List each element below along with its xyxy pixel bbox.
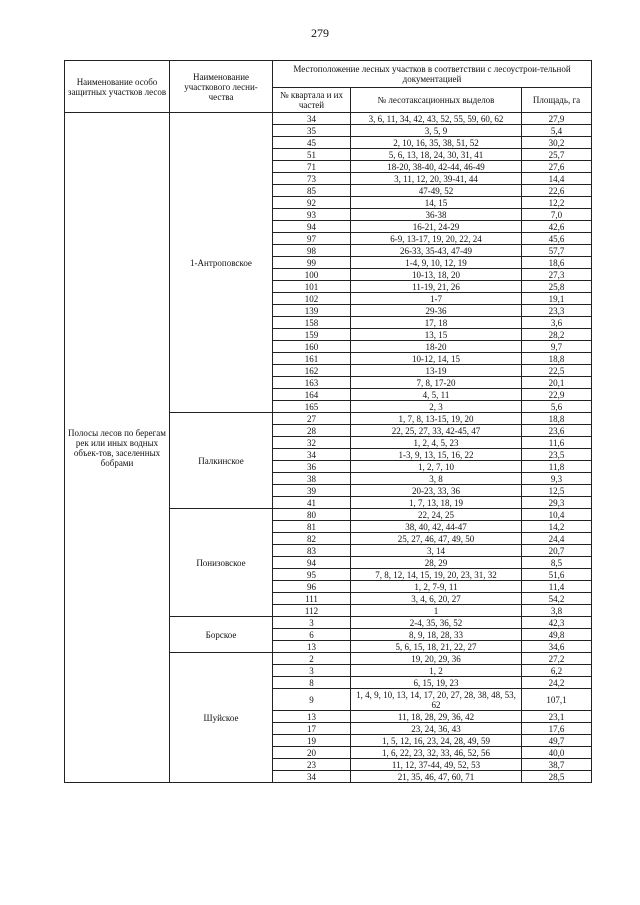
area-cell: 5,6: [522, 401, 592, 413]
quarter-cell: 34: [273, 449, 351, 461]
allotments-cell: 38, 40, 42, 44-47: [351, 521, 522, 533]
quarter-cell: 39: [273, 485, 351, 497]
allotments-cell: 3, 14: [351, 545, 522, 557]
quarter-cell: 163: [273, 377, 351, 389]
header-quarter: № квартала и их частей: [273, 88, 351, 113]
area-cell: 20,1: [522, 377, 592, 389]
allotments-cell: 21, 35, 46, 47, 60, 71: [351, 771, 522, 783]
quarter-cell: 2: [273, 653, 351, 665]
area-cell: 107,1: [522, 689, 592, 711]
quarter-cell: 162: [273, 365, 351, 377]
quarter-cell: 13: [273, 711, 351, 723]
quarter-cell: 81: [273, 521, 351, 533]
quarter-cell: 93: [273, 209, 351, 221]
allotments-cell: 22, 24, 25: [351, 509, 522, 521]
area-cell: 22,6: [522, 185, 592, 197]
allotments-cell: 17, 18: [351, 317, 522, 329]
allotments-cell: 2, 3: [351, 401, 522, 413]
quarter-cell: 17: [273, 723, 351, 735]
allotments-cell: 11, 18, 28, 29, 36, 42: [351, 711, 522, 723]
quarter-cell: 95: [273, 569, 351, 581]
header-protected-area: Наименование особо защитных участков лесов: [65, 61, 170, 113]
forestry-name: Палкинское: [170, 413, 273, 509]
quarter-cell: 32: [273, 437, 351, 449]
quarter-cell: 3: [273, 617, 351, 629]
area-cell: 25,7: [522, 149, 592, 161]
quarter-cell: 23: [273, 759, 351, 771]
area-cell: 30,2: [522, 137, 592, 149]
area-cell: 3,6: [522, 317, 592, 329]
forestry-name: Борское: [170, 617, 273, 653]
quarter-cell: 80: [273, 509, 351, 521]
header-area: Площадь, га: [522, 88, 592, 113]
area-cell: 27,3: [522, 269, 592, 281]
allotments-cell: 3, 5, 9: [351, 125, 522, 137]
area-cell: 27,9: [522, 113, 592, 125]
allotments-cell: 36-38: [351, 209, 522, 221]
area-cell: 29,3: [522, 497, 592, 509]
allotments-cell: 28, 29: [351, 557, 522, 569]
quarter-cell: 36: [273, 461, 351, 473]
table-row: [65, 113, 592, 125]
area-cell: 18,8: [522, 353, 592, 365]
quarter-cell: 111: [273, 593, 351, 605]
allotments-cell: 1, 7, 13, 18, 19: [351, 497, 522, 509]
allotments-cell: 16-21, 24-29: [351, 221, 522, 233]
area-cell: 11,4: [522, 581, 592, 593]
quarter-cell: 159: [273, 329, 351, 341]
area-cell: 28,5: [522, 771, 592, 783]
allotments-cell: 22, 25, 27, 33, 42-45, 47: [351, 425, 522, 437]
allotments-cell: 6-9, 13-17, 19, 20, 22, 24: [351, 233, 522, 245]
allotments-cell: 3, 4, 6, 20, 27: [351, 593, 522, 605]
allotments-cell: 18-20: [351, 341, 522, 353]
quarter-cell: 73: [273, 173, 351, 185]
area-cell: 49,8: [522, 629, 592, 641]
allotments-cell: 7, 8, 12, 14, 15, 19, 20, 23, 31, 32: [351, 569, 522, 581]
area-cell: 38,7: [522, 759, 592, 771]
area-cell: 23,3: [522, 305, 592, 317]
quarter-cell: 85: [273, 185, 351, 197]
allotments-cell: 18-20, 38-40, 42-44, 46-49: [351, 161, 522, 173]
quarter-cell: 160: [273, 341, 351, 353]
allotments-cell: 11-19, 21, 26: [351, 281, 522, 293]
quarter-cell: 112: [273, 605, 351, 617]
area-cell: 27,6: [522, 161, 592, 173]
allotments-cell: 11, 12, 37-44, 49, 52, 53: [351, 759, 522, 771]
allotments-cell: 25, 27, 46, 47, 49, 50: [351, 533, 522, 545]
area-cell: 17,6: [522, 723, 592, 735]
quarter-cell: 96: [273, 581, 351, 593]
quarter-cell: 97: [273, 233, 351, 245]
header-location-group: Местоположение лесных участков в соответствии с лесоустрои-тельной документацией: [273, 61, 592, 88]
allotments-cell: 10-12, 14, 15: [351, 353, 522, 365]
allotments-cell: 7, 8, 17-20: [351, 377, 522, 389]
quarter-cell: 27: [273, 413, 351, 425]
allotments-cell: 1, 7, 8, 13-15, 19, 20: [351, 413, 522, 425]
area-cell: 3,8: [522, 605, 592, 617]
area-cell: 45,6: [522, 233, 592, 245]
allotments-cell: 1: [351, 605, 522, 617]
forestry-name: Понизовское: [170, 509, 273, 617]
header-allotments: № лесотаксационных выделов: [351, 88, 522, 113]
quarter-cell: 99: [273, 257, 351, 269]
quarter-cell: 161: [273, 353, 351, 365]
area-cell: 12,5: [522, 485, 592, 497]
forest-plots-table: [64, 60, 592, 783]
allotments-cell: 19, 20, 29, 36: [351, 653, 522, 665]
allotments-cell: 23, 24, 36, 43: [351, 723, 522, 735]
quarter-cell: 3: [273, 665, 351, 677]
area-cell: 7,0: [522, 209, 592, 221]
allotments-cell: 1, 6, 22, 23, 32, 33, 46, 52, 56: [351, 747, 522, 759]
area-cell: 9,3: [522, 473, 592, 485]
allotments-cell: 1-4, 9, 10, 12, 19: [351, 257, 522, 269]
allotments-cell: 2, 10, 16, 35, 38, 51, 52: [351, 137, 522, 149]
area-cell: 23,5: [522, 449, 592, 461]
area-cell: 54,2: [522, 593, 592, 605]
quarter-cell: 51: [273, 149, 351, 161]
area-cell: 18,8: [522, 413, 592, 425]
allotments-cell: 29-36: [351, 305, 522, 317]
quarter-cell: 6: [273, 629, 351, 641]
quarter-cell: 20: [273, 747, 351, 759]
quarter-cell: 158: [273, 317, 351, 329]
area-cell: 27,2: [522, 653, 592, 665]
area-cell: 12,2: [522, 197, 592, 209]
allotments-cell: 8, 9, 18, 28, 33: [351, 629, 522, 641]
forestry-name: Шуйское: [170, 653, 273, 783]
quarter-cell: 102: [273, 293, 351, 305]
quarter-cell: 94: [273, 557, 351, 569]
header-forestry: Наименование участкового лесни-чества: [170, 61, 273, 113]
allotments-cell: 3, 6, 11, 34, 42, 43, 52, 55, 59, 60, 62: [351, 113, 522, 125]
allotments-cell: 1, 2, 7, 10: [351, 461, 522, 473]
allotments-cell: 1, 2: [351, 665, 522, 677]
quarter-cell: 83: [273, 545, 351, 557]
allotments-cell: 3, 8: [351, 473, 522, 485]
area-cell: 57,7: [522, 245, 592, 257]
area-cell: 14,2: [522, 521, 592, 533]
area-cell: 28,2: [522, 329, 592, 341]
area-cell: 40,0: [522, 747, 592, 759]
area-cell: 22,9: [522, 389, 592, 401]
area-cell: 14,4: [522, 173, 592, 185]
area-cell: 24,2: [522, 677, 592, 689]
allotments-cell: 13-19: [351, 365, 522, 377]
area-cell: 42,6: [522, 221, 592, 233]
allotments-cell: 6, 15, 19, 23: [351, 677, 522, 689]
quarter-cell: 34: [273, 113, 351, 125]
allotments-cell: 1, 5, 12, 16, 23, 24, 28, 49, 59: [351, 735, 522, 747]
area-cell: 18,6: [522, 257, 592, 269]
area-cell: 20,7: [522, 545, 592, 557]
allotments-cell: 20-23, 33, 36: [351, 485, 522, 497]
quarter-cell: 19: [273, 735, 351, 747]
quarter-cell: 82: [273, 533, 351, 545]
quarter-cell: 101: [273, 281, 351, 293]
area-cell: 24,4: [522, 533, 592, 545]
quarter-cell: 164: [273, 389, 351, 401]
area-cell: 9,7: [522, 341, 592, 353]
quarter-cell: 94: [273, 221, 351, 233]
allotments-cell: 13, 15: [351, 329, 522, 341]
allotments-cell: 26-33, 35-43, 47-49: [351, 245, 522, 257]
area-cell: 22,5: [522, 365, 592, 377]
allotments-cell: 1, 2, 4, 5, 23: [351, 437, 522, 449]
quarter-cell: 28: [273, 425, 351, 437]
allotments-cell: 14, 15: [351, 197, 522, 209]
area-cell: 6,2: [522, 665, 592, 677]
allotments-cell: 5, 6, 15, 18, 21, 22, 27: [351, 641, 522, 653]
quarter-cell: 165: [273, 401, 351, 413]
allotments-cell: 4, 5, 11: [351, 389, 522, 401]
quarter-cell: 35: [273, 125, 351, 137]
area-cell: 11,8: [522, 461, 592, 473]
allotments-cell: 1, 2, 7-9, 11: [351, 581, 522, 593]
area-cell: 8,5: [522, 557, 592, 569]
quarter-cell: 9: [273, 689, 351, 711]
allotments-cell: 1, 4, 9, 10, 13, 14, 17, 20, 27, 28, 38, 48, 53, 62: [351, 689, 522, 711]
allotments-cell: 10-13, 18, 20: [351, 269, 522, 281]
quarter-cell: 71: [273, 161, 351, 173]
allotments-cell: 47-49, 52: [351, 185, 522, 197]
allotments-cell: 1-7: [351, 293, 522, 305]
allotments-cell: 1-3, 9, 13, 15, 16, 22: [351, 449, 522, 461]
quarter-cell: 13: [273, 641, 351, 653]
area-cell: 49,7: [522, 735, 592, 747]
table-body: [65, 113, 592, 783]
area-cell: 25,8: [522, 281, 592, 293]
allotments-cell: 3, 11, 12, 20, 39-41, 44: [351, 173, 522, 185]
area-cell: 23,6: [522, 425, 592, 437]
area-cell: 5,4: [522, 125, 592, 137]
area-cell: 42,3: [522, 617, 592, 629]
quarter-cell: 98: [273, 245, 351, 257]
quarter-cell: 34: [273, 771, 351, 783]
forestry-name: 1-Антроповское: [170, 113, 273, 413]
area-cell: 23,1: [522, 711, 592, 723]
allotments-cell: 2-4, 35, 36, 52: [351, 617, 522, 629]
quarter-cell: 100: [273, 269, 351, 281]
area-cell: 11,6: [522, 437, 592, 449]
quarter-cell: 38: [273, 473, 351, 485]
quarter-cell: 139: [273, 305, 351, 317]
area-cell: 19,1: [522, 293, 592, 305]
area-cell: 10,4: [522, 509, 592, 521]
quarter-cell: 8: [273, 677, 351, 689]
quarter-cell: 92: [273, 197, 351, 209]
quarter-cell: 45: [273, 137, 351, 149]
protected-area-name: Полосы лесов по берегам рек или иных водных объек-тов, заселенных бобрами: [65, 113, 170, 783]
area-cell: 51,6: [522, 569, 592, 581]
area-cell: 34,6: [522, 641, 592, 653]
quarter-cell: 41: [273, 497, 351, 509]
allotments-cell: 5, 6, 13, 18, 24, 30, 31, 41: [351, 149, 522, 161]
page-number: 279: [311, 26, 329, 40]
